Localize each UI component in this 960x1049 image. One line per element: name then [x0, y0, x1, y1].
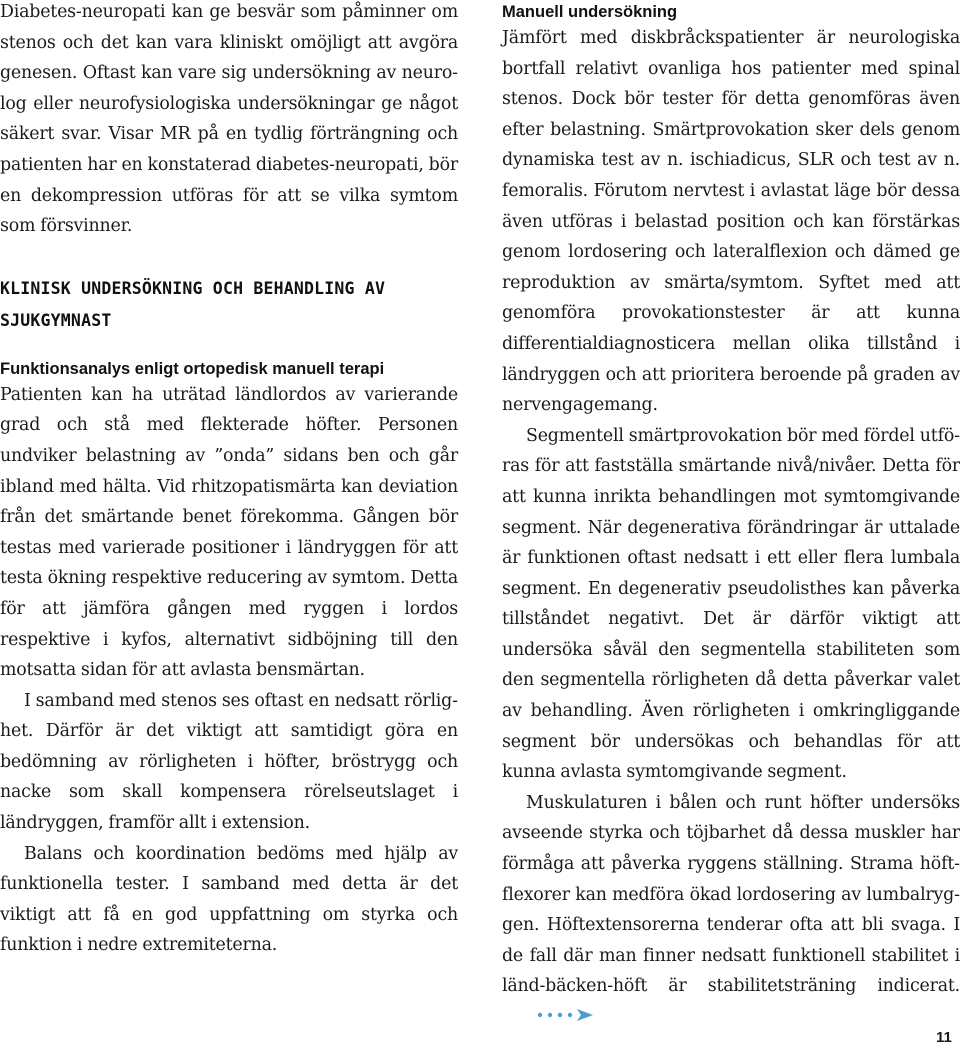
paragraph-musculature: [502, 788, 960, 1033]
paragraph-balance: Balans och koordination bedöms med hjälp av funktionella tester. I samband med detta är det viktigt att få en god uppfattning om styrka och funktion i nedre extremiteterna.: [0, 843, 458, 956]
functional-analysis-heading: Funktionsanalys enligt ortopedisk manuell terapi: [0, 359, 385, 378]
continue-arrow-icon: [512, 1002, 594, 1033]
right-column: [502, 0, 960, 1033]
left-column: [0, 0, 458, 961]
paragraph-musculature-text: Muskulaturen i bålen och runt höfter undersöks avseende styrka och töjbarhet då dessa muskler har förmåga att påverka ryggens ställning. Strama höftflexorer kan medföra ökad lordosering av lumbalryggen. Höftextensorerna tenderar ofta att bli svaga. I de fall där man finner nedsatt funktionell stabilitet i länd-bäcken-höft är stabilitetsträning indicerat.: [502, 792, 960, 997]
intro-paragraph: Diabetes-neuropati kan ge besvär som påminner om stenos och det kan vara kliniskt omöjligt att avgöra genesen. Oftast kan vare sig undersökning av neurolog eller neurofysiologiska undersökningar ge något säkert svar. Visar MR på en tydlig förträngning och patienten har en konstaterad diabetes-neuropati, bör en dekompression utföras för att se vilka symtom som försvinner.: [0, 2, 458, 237]
paragraph-mobility: I samband med stenos ses oftast en nedsatt rörlighet. Därför är det viktigt att samtidigt göra en bedömning av rörligheten i höfter, bröstrygg och nacke som skall kompensera rörelseutslaget i ländryggen, framför allt i extension.: [0, 690, 458, 834]
paragraph-neurological: Jämfört med diskbråckspatienter är neurologiska bortfall relativt ovanliga hos patienter med spinal stenos. Dock bör tester för detta genomföras även efter belastning. Smärtprovokation sker dels genom dynamiska test av n. ischiadicus, SLR och test av n. femoralis. Förutom nervtest i avlastat läge bör dessa även utföras i belastad position och kan förstärkas genom lordosering och lateralflexion och dämed ge reproduktion av smärta/symtom. Syftet med att genomföra provokationstester är att kunna differentialdiagnosticera mellan olika tillstånd i ländryggen och att prioritera beroende på graden av nervengagemang.: [502, 28, 960, 416]
page-number: 11: [936, 1029, 952, 1046]
paragraph-functional-analysis: Patienten kan ha uträtad ländlordos av varierande grad och stå med flekterade höfter. Personen undviker belastning av ”onda” sidans ben och går ibland med hälta. Vid rhitzopatismärta kan deviation från det smärtande benet förekomma. Gången bör testas med varierade positioner i ländryggen för att testa ökning respektive reducering av symtom. Detta för att jämföra gången med ryggen i lordos respektive i kyfos, alternativt sidböjning till den motsatta sidan för att avlasta bensmärtan.: [0, 384, 458, 681]
manual-examination-heading: Manuell undersökning: [502, 3, 678, 21]
paragraph-segmental: Segmentell smärtprovokation bör med fördel utföras för att fastställa smärtande nivå/nivåer. Detta för att kunna inrikta behandlingen mot symtomgivande segment. När degenerativa förändringar är uttalade är funktionen oftast nedsatt i ett eller flera lumbala segment. En degenerativ pseudolisthes kan påverka tillståndet negativt. Det är därför viktigt att undersöka såväl den segmentella stabiliteten som den segmentella rörligheten då detta påverkar valet av behandling. Även rörligheten i omkringliggande segment bör undersökas och behandlas för att kunna avlasta symtomgivande segment.: [502, 425, 960, 783]
section-heading: KLINISK UNDERSÖKNING OCH BEHANDLING AV SJUKGYMNAST: [0, 278, 386, 330]
